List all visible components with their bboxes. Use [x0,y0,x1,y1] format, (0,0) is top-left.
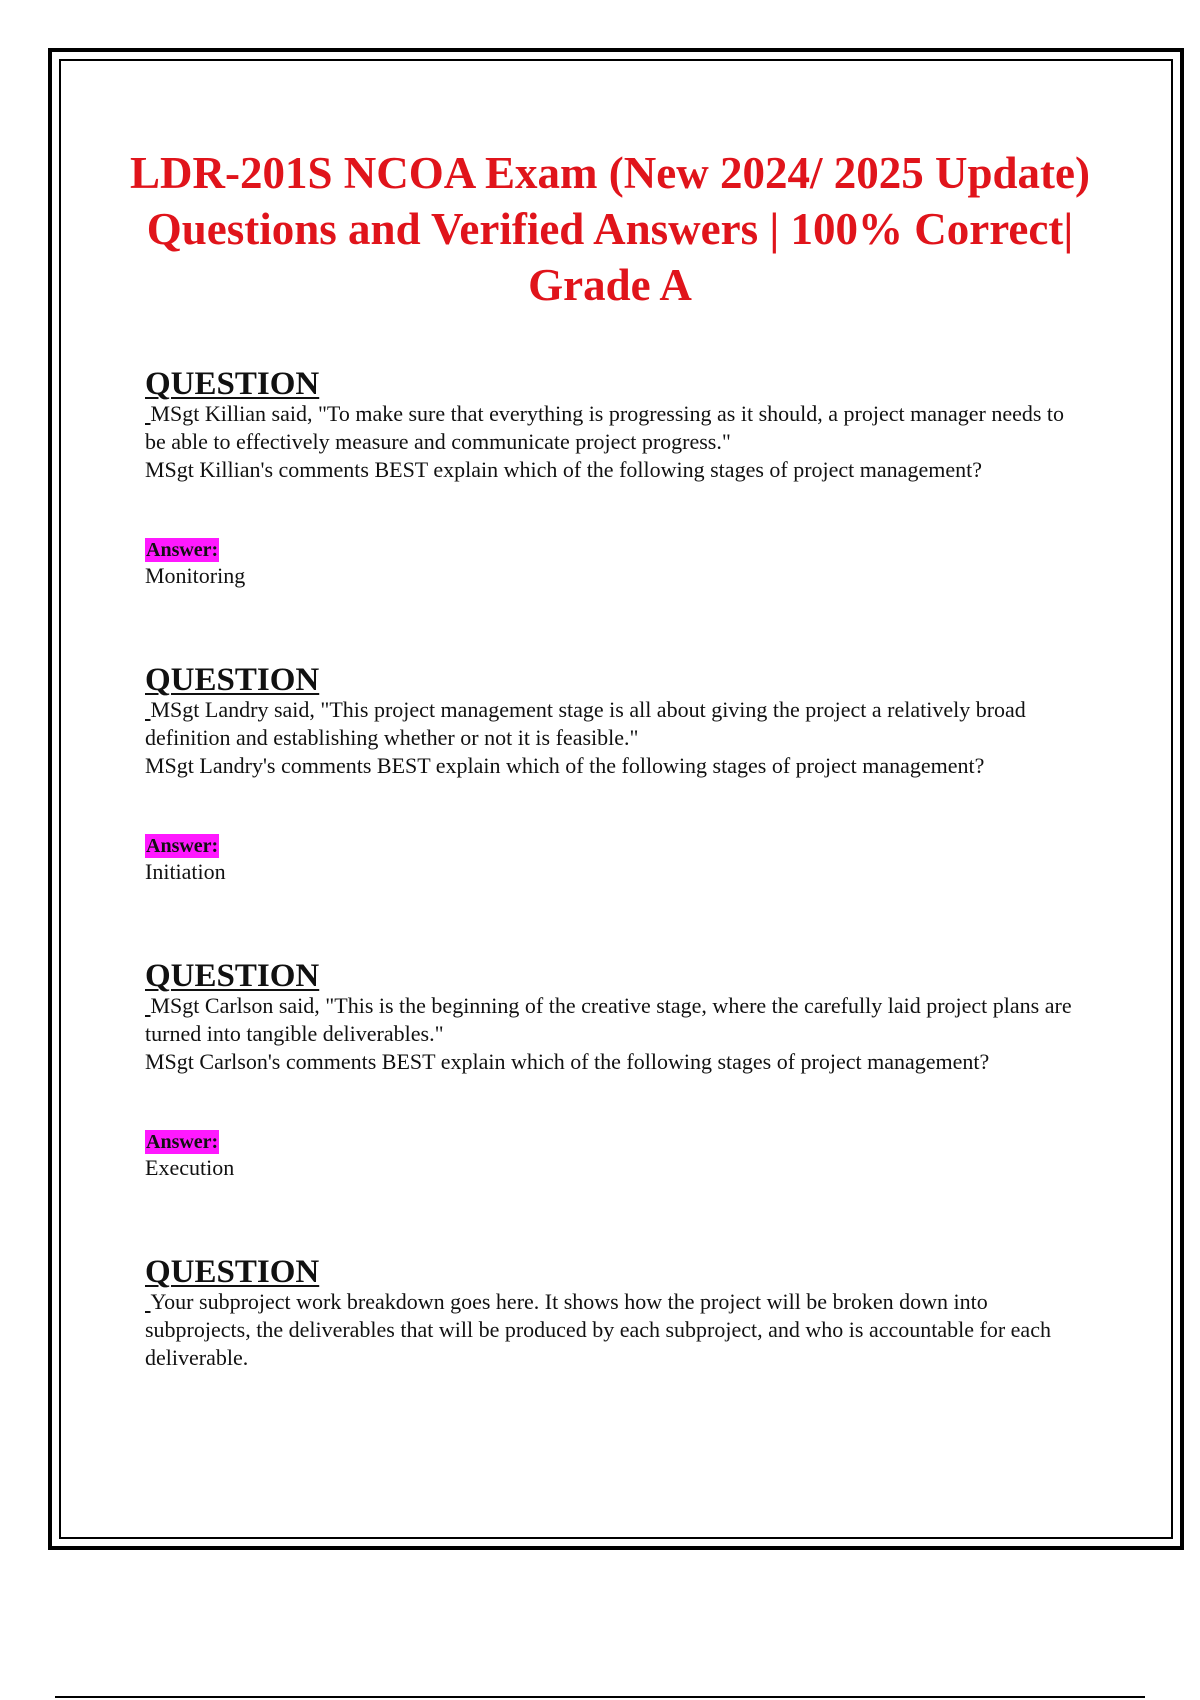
question-text [145,696,1085,780]
answer-text: Monitoring [145,563,246,588]
page-separator [55,1696,1145,1698]
question-block [145,960,1085,1256]
answer-text: Execution [145,1155,235,1180]
question-heading: QUESTION [145,1254,320,1290]
question-heading: QUESTION [145,662,320,698]
question-text [145,1288,1085,1372]
question-block [145,664,1085,960]
question-heading: QUESTION [145,366,320,402]
answer-label: Answer: [146,835,219,857]
question-text [145,400,1085,484]
document-title: LDR-201S NCOA Exam (New 2024/ 2025 Update) Questions and Verified Answers | 100% Correct| Grade A [130,148,1090,310]
answer-text: Initiation [145,859,226,884]
question-line: MSgt Killian's comments BEST explain which of the following stages of project management? [145,457,982,482]
question-heading: QUESTION [145,958,320,994]
answer-label: Answer: [146,1131,219,1153]
question-block [145,368,1085,664]
answer-label: Answer: [146,539,219,561]
question-line: MSgt Landry said, "This project management stage is all about giving the project a relatively broad definition and establishing whether or not it is feasible." [145,697,1026,750]
question-line: MSgt Carlson's comments BEST explain which of the following stages of project management? [145,1049,990,1074]
question-text [145,992,1085,1076]
question-line: MSgt Killian said, "To make sure that everything is progressing as it should, a project manager needs to be able to effectively measure and communicate project progress." [145,401,1065,454]
question-block [145,1256,1085,1372]
question-line: Your subproject work breakdown goes here. It shows how the project will be broken down into subprojects, the deliverables that will be produced by each subproject, and who is accountable for each deliverable. [145,1289,1051,1370]
question-list [145,368,1085,1372]
question-line: MSgt Landry's comments BEST explain which of the following stages of project management? [145,753,985,778]
question-line: MSgt Carlson said, "This is the beginning of the creative stage, where the carefully laid project plans are turned into tangible deliverables." [145,993,1072,1046]
